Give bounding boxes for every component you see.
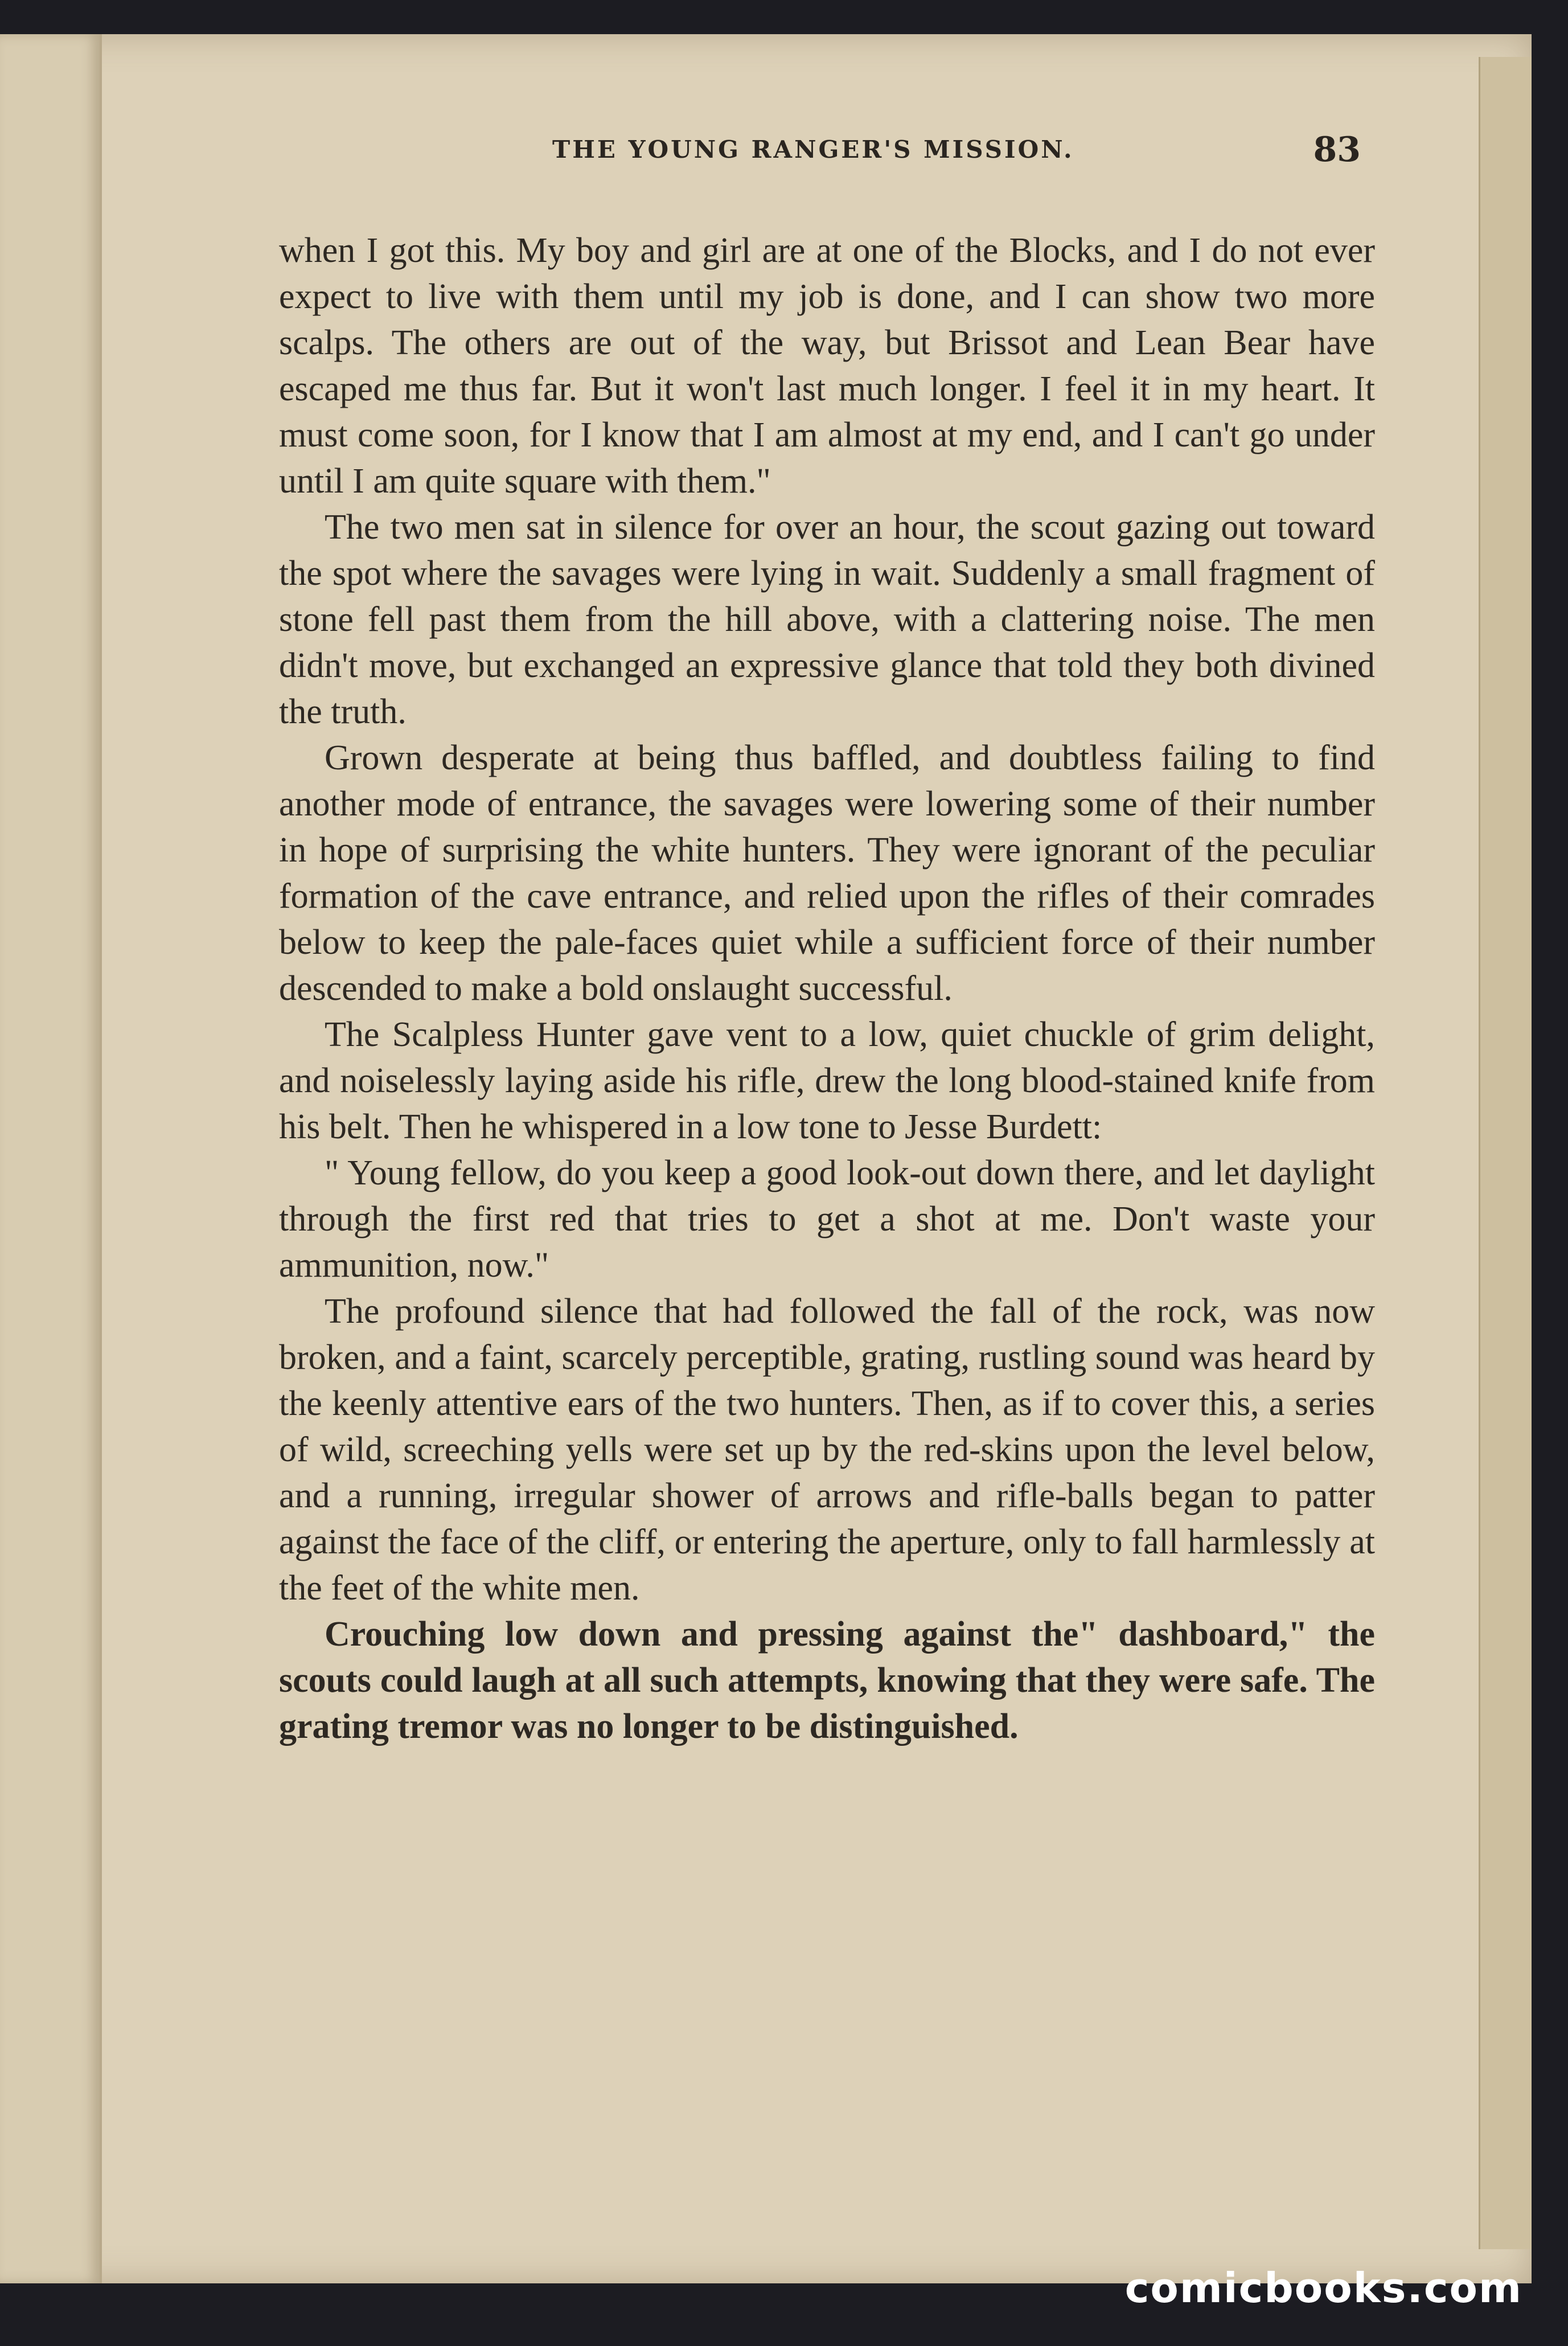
paragraph: Grown desperate at being thus baffled, and doubtless failing to find another mode of entrance, the savages were lowering some of their number in hope of surprising the white hunters. They were ignorant of the peculiar formation of the cave entrance, and relied upon the rifles of their comrades below to keep the pale-faces quiet while a sufficient force of their number descended to make a bold onslaught successful. <box>279 739 1375 1008</box>
running-title: THE YOUNG RANGER'S MISSION. <box>552 136 1074 163</box>
paragraph: Crouching low down and pressing against the" dashboard," the scouts could laugh at all such attempts, knowing that they were safe. The grating tremor was no longer to be distinguished. <box>279 1615 1375 1746</box>
page-number: 83 <box>1313 130 1361 170</box>
body-text <box>279 228 1375 1750</box>
paragraph: The Scalpless Hunter gave vent to a low, quiet chuckle of grim delight, and noiselessly laying aside his rifle, drew the long blood-stained knife from his belt. Then he whispered in a low tone to Jesse Burdett: <box>279 1015 1375 1146</box>
paragraph: " Young fellow, do you keep a good look-out down there, and let daylight through the first red that tries to get a shot at me. Don't waste your ammunition, now." <box>279 1154 1375 1285</box>
page-edge-stack <box>1479 57 1532 2249</box>
facing-page-edge <box>0 34 102 2283</box>
paragraph: The profound silence that had followed the fall of the rock, was now broken, and a faint, scarcely perceptible, grating, rustling sound was heard by the keenly attentive ears of the two hunters. Then, as if to cover this, a series of wild, screeching yells were set up by the red-skins upon the level below, and a running, irregular shower of arrows and rifle-balls began to patter against the face of the cliff, or entering the aperture, only to fall harmlessly at the feet of the white men. <box>279 1292 1375 1607</box>
paragraph: The two men sat in silence for over an hour, the scout gazing out toward the spot where the savages were lying in wait. Suddenly a small fragment of stone fell past them from the hill above, with a clattering noise. The men didn't move, but exchanged an expressive glance that told they both divined the truth. <box>279 508 1375 731</box>
watermark: comicbooks.com <box>1124 2264 1522 2312</box>
paragraph: when I got this. My boy and girl are at one of the Blocks, and I do not ever expect to live with them until my job is done, and I can show two more scalps. The others are out of the way, but Brissot and Lean Bear have escaped me thus far. But it won't last much longer. I feel it in my heart. It must come soon, for I know that I am almost at my end, and I can't go under until I am quite square with them." <box>279 231 1375 501</box>
running-head <box>279 120 1361 182</box>
